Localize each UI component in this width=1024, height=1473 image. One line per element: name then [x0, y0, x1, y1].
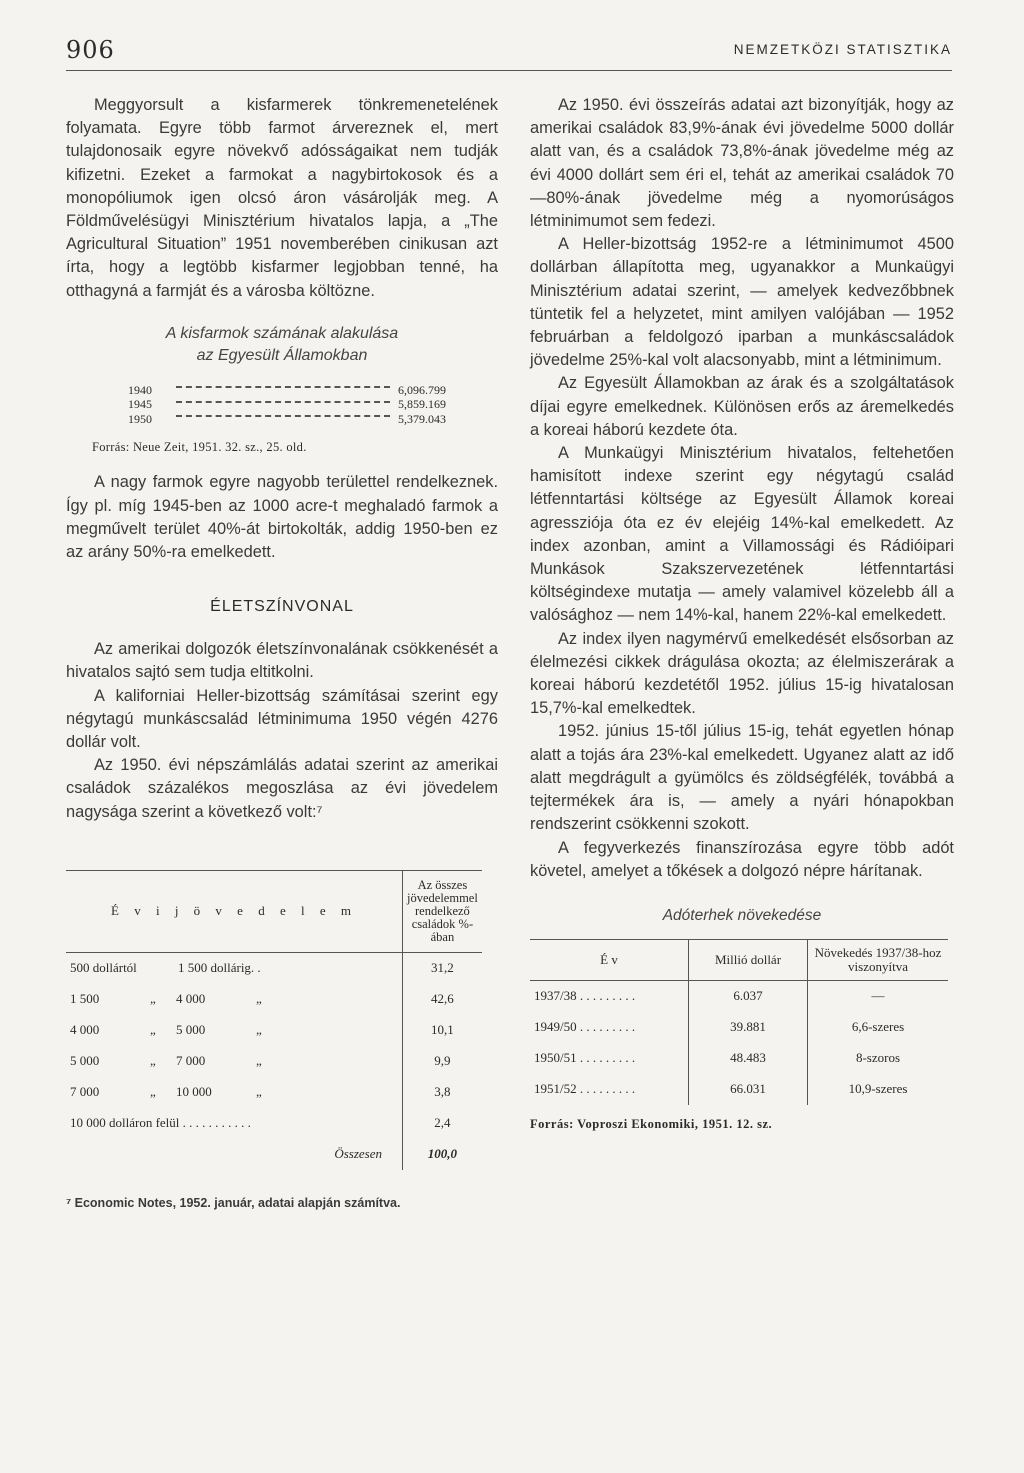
table-header: É v i j ö v e d e l e m	[66, 870, 403, 952]
paragraph: A Heller-bizottság 1952-re a létminimumot 4500 dollárban állapította meg, ugyanakkor a Munkaügyi Minisztérium adatai szerint, — amelyek kedvezőbbnek tüntetik fel a helyzetet, mint amilyen valójában — 1952 februárban a feldolgozó iparban a munkáscsaládok jövedelme 25%-kal volt alacsonyabb, mint a létminimum.	[530, 235, 954, 370]
paragraph: Az 1950. évi összeírás adatai azt bizonyítják, hogy az amerikai családok 83,9%-ának évi jövedelme 5000 dollár alatt van, és a családok 73,8%-ának jövedelme még az évi 4000 dollárt sem éri el, tehát az amerikai családok 70—80%-ának jövedelme még a nyomorúságos létminimumot sem fedezi.	[530, 96, 954, 231]
table-header: É v	[530, 939, 689, 980]
tax-table	[530, 939, 948, 1105]
paragraph: Meggyorsult a kisfarmerek tönkremenetelének folyamata. Egyre több farmot árvereznek el, mert tulajdonosaik egyre növekvő adósságaikat nem tudják kifizetni. Ezeket a farmokat a nagybirtokosok és a monopóliumok igen olcsó áron vásárolják meg. A Földművelésügyi Minisztérium hivatalos lapja, a „The Agricultural Situation” 1951 novemberében cinikusan azt írta, hogy a legtöbb kisfarmer legjobban tenné, ha otthagyná a farmját és a városba költözne.	[66, 96, 498, 300]
list-item: 1950 5,379.043	[128, 411, 446, 426]
table-row: 500 dollártól 1 500 dollárig. . 31,2	[66, 952, 482, 984]
paragraph: Az index ilyen nagymérvű emelkedését elsősorban az élelmezési cikkek drágulása okozta; az élelmiszerárak a koreai háború kezdetétől 1952. július 15-ig hivatalosan 15,7%-kal emelkedtek.	[530, 629, 954, 718]
page-number: 906	[66, 36, 115, 64]
paragraph: A Munkaügyi Minisztérium hivatalos, feltehetően hamisított indexe szerint egy négytagú család létfenntartási költsége az Egyesült Államok koreai agressziója óta ez év elejéig 14%-kal emelkedett. Az index azonban, amint a Villamossági és Rádióipari Munkások Szakszervezetének létfenntartási költségindexe mutatja — amely valamivel közelebb áll a valósághoz — nem 14%-kal, hanem 22%-kal emelkedett.	[530, 444, 954, 625]
table-row: 1 500 „ 4 000 „ 42,6	[66, 984, 482, 1015]
paragraph: A fegyverkezés finanszírozása egyre több adót követel, amelyet a tőkések a dolgozó népre hárítanak.	[530, 838, 954, 880]
table-row: 5 000 „ 7 000 „ 9,9	[66, 1046, 482, 1077]
list-item: 1945 5,859.169	[128, 397, 446, 412]
paragraph: A nagy farmok egyre nagyobb területtel rendelkeznek. Így pl. míg 1945-ben az 1000 acre-t meghaladó farmok a megművelt terület 40%-át birtokolták, addig 1950-ben ez az arány 50%-ra emelkedett.	[66, 473, 498, 561]
right-column	[530, 94, 954, 1132]
table-header: Millió dollár	[689, 939, 808, 980]
list-item: 1940 6,096.799	[128, 382, 446, 397]
paragraph: Az amerikai dolgozók életszínvonalának csökkenését a hivatalos sajtó sem tudja eltitkolni.	[66, 640, 498, 682]
table-row: 10 000 dolláron felül . . . . . . . . . . . 2,4	[66, 1108, 482, 1139]
source-note: Forrás: Voproszi Ekonomiki, 1951. 12. sz.	[530, 1116, 773, 1131]
table-row-total: Összesen 100,0	[66, 1139, 482, 1170]
table-row: 1950/51 . . . . . . . . . 48.483 8-szoros	[530, 1043, 948, 1074]
table-row: 4 000 „ 5 000 „ 10,1	[66, 1015, 482, 1046]
income-table	[66, 870, 482, 1170]
source-note: Forrás: Neue Zeit, 1951. 32. sz., 25. old.	[92, 440, 307, 455]
table-row: 1949/50 . . . . . . . . . 39.881 6,6-szeres	[530, 1012, 948, 1043]
table-header: Az összes jövedelemmel rendelkező családok %-ában	[403, 870, 482, 952]
footnote: ⁷ Economic Notes, 1952. január, adatai alapján számítva.	[66, 1195, 401, 1210]
paragraph: A kaliforniai Heller-bizottság számításai szerint egy négytagú munkáscsalád létminimuma 1950 végén 4276 dollár volt.	[66, 686, 498, 751]
page-header	[66, 36, 952, 71]
table-header: Növekedés 1937/38-hoz viszonyítva	[808, 939, 949, 980]
farm-table-subtitle: az Egyesült Államokban	[196, 346, 368, 364]
paragraph: Az Egyesült Államokban az árak és a szolgáltatások díjai egyre emelkednek. Különösen erős az áremelkedés a koreai háború kezdete óta.	[530, 374, 954, 439]
table-row: 7 000 „ 10 000 „ 3,8	[66, 1077, 482, 1108]
tax-table-title: Adóterhek növekedése	[662, 906, 822, 924]
table-row: 1951/52 . . . . . . . . . 66.031 10,9-szeres	[530, 1074, 948, 1105]
table-row: 1937/38 . . . . . . . . . 6.037 —	[530, 980, 948, 1012]
paragraph: Az 1950. évi népszámlálás adatai szerint az amerikai családok százalékos megoszlása az évi jövedelem nagysága szerint a következő volt:⁷	[66, 756, 498, 821]
farm-count-list	[128, 383, 458, 427]
farm-table-title: A kisfarmok számának alakulása	[165, 324, 399, 342]
paragraph: 1952. június 15-től július 15-ig, tehát egyetlen hónap alatt a tojás ára 23%-kal emelkedett. Ugyanez alatt az idő alatt megdrágult a gyümölcs és zöldségfélék, továbbá a tejtermékek ára is, — amely a nyári hónapokban rendszerint csökkenni szokott.	[530, 722, 954, 834]
running-title: NEMZETKÖZI STATISZTIKA	[733, 42, 952, 57]
section-title: ÉLETSZÍNVONAL	[210, 598, 354, 616]
left-column	[66, 94, 498, 1211]
